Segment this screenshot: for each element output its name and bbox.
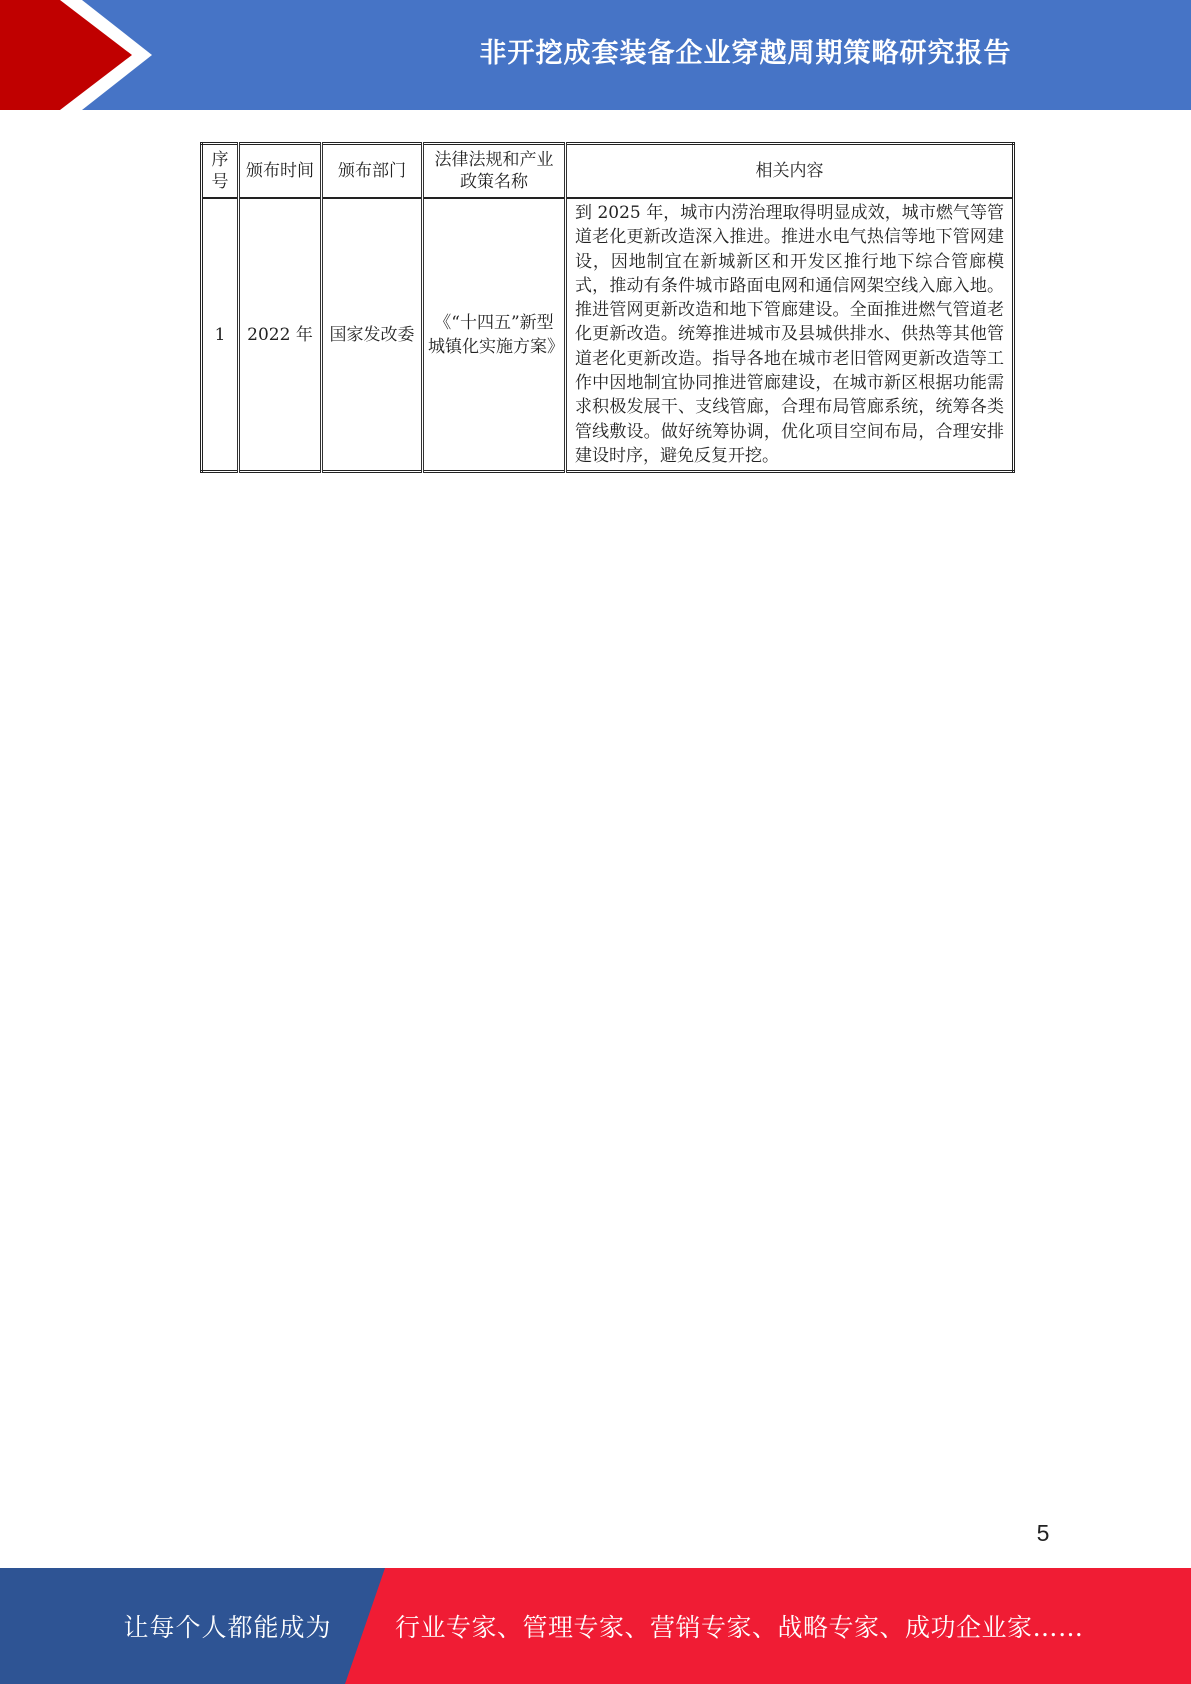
page-number: 5 [1036, 1520, 1050, 1546]
header-chevron [0, 0, 132, 110]
policy-table [200, 142, 1015, 473]
header-name: 法律法规和产业政策名称 [423, 144, 566, 199]
cell-seq: 1 [202, 198, 239, 472]
header-time: 颁布时间 [239, 144, 322, 199]
footer-slogan-right: 行业专家、管理专家、营销专家、战略专家、成功企业家…… [395, 1613, 1084, 1642]
report-title [150, 0, 1191, 100]
cell-dept: 国家发改委 [322, 198, 423, 472]
table-header-row [202, 144, 1014, 199]
header-band [0, 0, 1191, 110]
header-seq: 序号 [202, 144, 239, 199]
footer-band [0, 1568, 1191, 1684]
cell-name: 《“十四五”新型城镇化实施方案》 [423, 198, 566, 472]
footer-slogan-left: 让每个人都能成为 [123, 1613, 332, 1642]
cell-content: 到 2025 年，城市内涝治理取得明显成效，城市燃气等管道老化更新改造深入推进。推进水电气热信等地下管网建设，因地制宜在新城新区和开发区推行地下综合管廊模式，推动有条件城市路面电网和通信网架空线入廊入地。推进管网更新改造和地下管廊建设。全面推进燃气管道老化更新改造。统筹推进城市及县城供排水、供热等其他管道老化更新改造。指导各地在城市老旧管网更新改造等工作中因地制宜协同推进管廊建设，在城市新区根据功能需求积极发展干、支线管廊，合理布局管廊系统，统筹各类管线敷设。做好统筹协调，优化项目空间布局，合理安排建设时序，避免反复开挖。 [566, 198, 1014, 472]
header-dept: 颁布部门 [322, 144, 423, 199]
header-content: 相关内容 [566, 144, 1014, 199]
cell-time: 2022 年 [239, 198, 322, 472]
report-title-text: 非开挖成套装备企业穿越周期策略研究报告 [479, 37, 1012, 69]
table-row [202, 198, 1014, 472]
